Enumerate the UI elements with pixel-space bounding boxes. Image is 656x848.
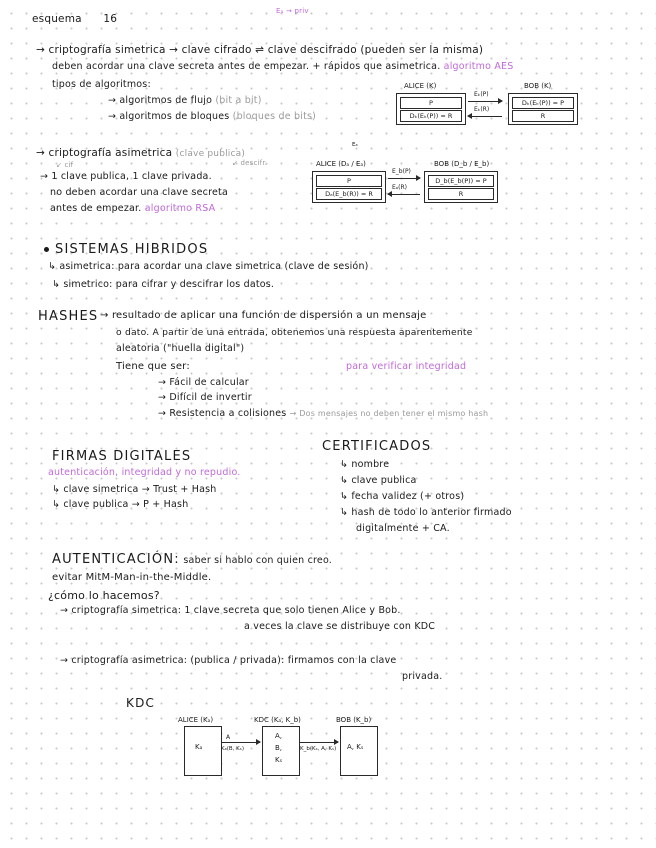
d2-alice-row1: P [316,175,382,187]
hashes-line4-note: para verificar integridad [346,361,467,372]
firmas-title: FIRMAS DIGITALES [52,449,192,464]
d1-arrow-right [468,101,502,102]
d1-arrow2-label: Eₖ(R) [474,106,490,113]
kdc-alice-box [184,726,222,776]
auth-line5: → criptografía asimetrica: (publica / privada): firmamos con la clave [60,655,397,666]
hybrid-line1: ↳ asimetrica: para acordar una clave simetrica (clave de sesión) [48,261,369,272]
d1-alice-row1: P [400,97,462,109]
asym-line1: → criptografía asimetrica (clave publica) [36,147,246,159]
hashes-line2: o dato. A partir de una entrada, obtenemos una respuesta aparentemente [116,327,473,338]
kdc-bob-box [340,726,378,776]
asym-cif: ↙ cif [56,161,74,169]
kdc-alice-key: Kₐ [195,743,203,751]
hashes-line4: Tiene que ser: [116,361,190,372]
d2-mark: Eₐ [352,142,358,148]
sym-line2: deben acordar una clave secreta antes de empezar. + rápidos que asimetrica. algoritmo AES [52,61,514,72]
kdc-center-box [262,726,300,776]
auth-line4: a veces la clave se distribuye con KDC [244,621,436,632]
d1-bob-label: BOB (K) [524,82,552,90]
d2-arrow2-label: Eₐ(R) [392,184,407,191]
auth-line3: → criptografía simetrica: 1 clave secreta que solo tienen Alice y Bob. [60,605,401,616]
asym-line3: no deben acordar una clave secreta [50,187,228,198]
cert-item2: ↳ clave publica [340,475,417,486]
hashes-line1: → resultado de aplicar una función de dispersión a un mensaje [100,310,427,321]
d2-alice-label: ALICE (Dₐ / Eₐ) [316,160,366,168]
kdc-arrow1-bot: Kₐ(B, Kₛ) [221,746,244,752]
d1-arrow1-label: Eₖ(P) [474,91,489,98]
kdc-center-a: A, [275,732,283,740]
kdc-center-ks: Kₛ [275,756,283,764]
kdc-arrow1-top: A [226,734,231,741]
cert-item1: ↳ nombre [340,459,390,470]
auth-line2: ¿cómo lo hacemos? [48,589,160,602]
cert-item5: digitalmente + CA. [356,523,450,534]
sym-bloques: → algoritmos de bloques (bloques de bits) [108,111,317,122]
hashes-item1: → Fácil de calcular [158,377,249,388]
hashes-line3: aleatoria ("huella digital") [116,343,245,354]
d2-arrow-left [388,194,420,195]
d2-alice-row2: Dₐ(E_b(R)) = R [316,188,382,200]
d2-arrow1-label: E_b(P) [392,168,411,175]
kdc-arrow2 [300,742,338,743]
sym-flujo: → algoritmos de flujo (bit a bit) [108,95,262,106]
d2-bob-row1: D_b(E_b(P)) = P [428,175,494,187]
hashes-item2: → Difícil de invertir [158,392,252,403]
d2-alice-box [312,171,386,203]
auth-line1: evitar MitM-Man-in-the-Middle. [52,572,212,583]
bullet-icon [44,247,49,252]
hashes-title: HASHES [38,309,99,324]
d1-bob-row2: R [512,110,574,122]
auth-line6: privada. [402,671,443,682]
kdc-bob-label: BOB (K_b) [336,716,372,724]
cert-item3: ↳ fecha validez (+ otros) [340,491,465,502]
d2-bob-label: BOB (D_b / E_b) [434,160,490,168]
d2-bob-row2: R [428,188,494,200]
d1-bob-box [508,93,578,125]
d1-arrow-left [468,116,502,117]
sym-line1: → criptografía simetrica → clave cifrado ⇌ clave descifrado (pueden ser la misma) [36,44,484,56]
kdc-arrow2-bot: K_b(Kₛ, A, Kₛ) [300,746,337,752]
cert-item4: ↳ hash de todo lo anterior firmado [340,507,512,518]
d1-alice-box [396,93,466,125]
hybrid-title: SISTEMAS HIBRIDOS [44,243,208,256]
hashes-item3: → Resistencia a colisiones → Dos mensajes no deben tener el mismo hash [158,408,489,419]
d1-bob-row1: Dₖ(Eₖ(P)) = P [512,97,574,109]
page-title: esquema 16 [32,13,118,25]
hybrid-line2: ↳ simetrico: para cifrar y descifrar los datos. [52,279,275,290]
asym-line4: antes de empezar. algoritmo RSA [50,203,216,214]
firmas-note: autenticación, integridad y no repudio. [48,467,241,478]
d2-bob-box [424,171,498,203]
firmas-line2: ↳ clave publica → P + Hash [52,499,189,510]
d1-alice-label: ALICE (K) [404,82,437,90]
firmas-line1: ↳ clave simetrica → Trust + Hash [52,484,217,495]
top-note: Eₐ → priv [276,7,309,15]
d2-arrow-right [388,178,420,179]
kdc-center-b: B, [275,744,283,752]
cert-title: CERTIFICADOS [322,439,432,454]
kdc-alice-label: ALICE (Kₐ) [178,716,214,724]
kdc-bob-keys: A, Kₛ [347,743,364,751]
sym-line3: tipos de algoritmos: [52,79,151,90]
kdc-center-label: KDC (Kₐ, K_b) [254,716,301,724]
kdc-arrow1 [222,742,260,743]
auth-title-row: AUTENTICACIÓN: saber si hablo con quien creo. [52,552,333,567]
asym-descif: ↙ descifr. [232,159,268,167]
d1-alice-row2: Dₖ(Eₖ(P)) = R [400,110,462,122]
asym-line2: → 1 clave publica, 1 clave privada. [40,171,212,182]
kdc-title: KDC [126,696,156,710]
